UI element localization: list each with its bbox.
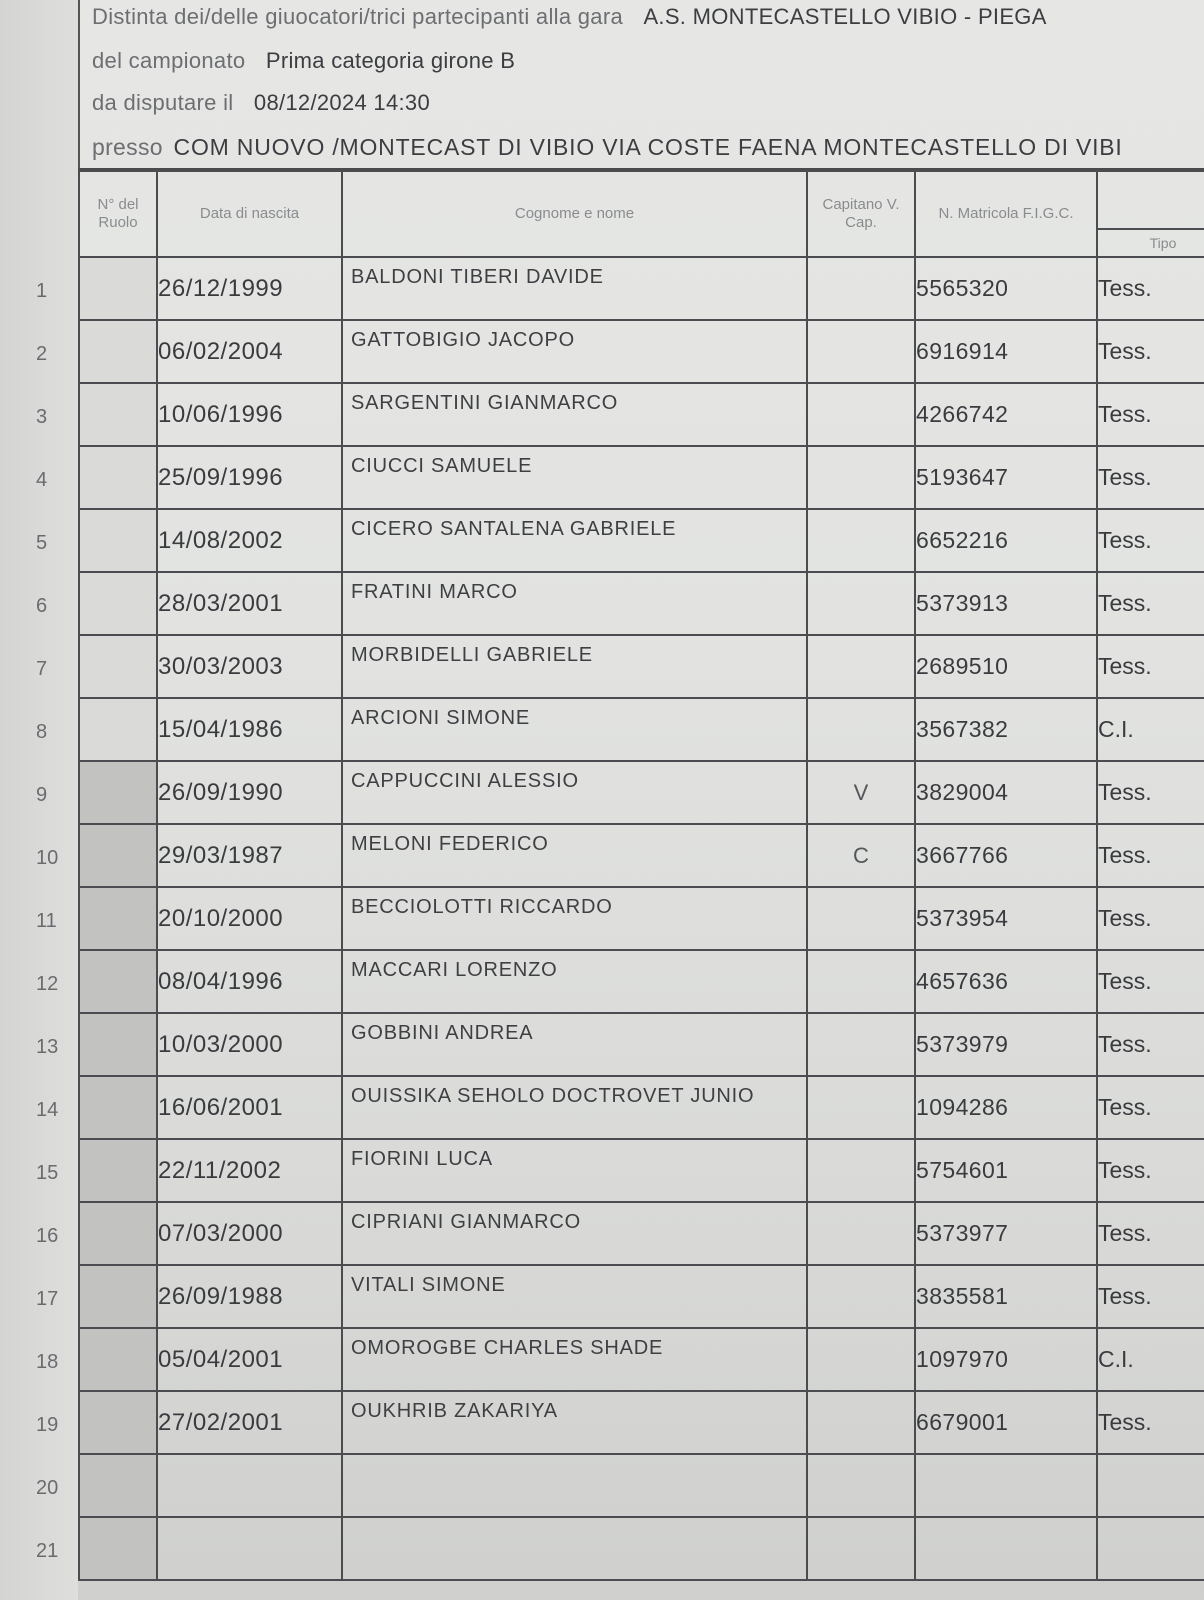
col-tipo-label: Tipo (1098, 228, 1204, 256)
matricola-cell: 3667766 (915, 824, 1097, 887)
captain-cell: C (807, 824, 915, 887)
ruolo-cell (79, 1517, 157, 1580)
table-header-row (79, 171, 1204, 257)
matricola-cell: 6652216 (915, 509, 1097, 572)
tipo-cell: Tess. (1097, 824, 1204, 887)
ruolo-cell (79, 446, 157, 509)
birthdate-cell (157, 1517, 342, 1580)
player-name: FIORINI LUCA (351, 1148, 493, 1170)
captain-cell (807, 383, 915, 446)
table-row (79, 1076, 1204, 1139)
tipo-cell: Tess. (1097, 257, 1204, 320)
captain-cell (807, 1517, 915, 1580)
captain-cell (807, 1328, 915, 1391)
matricola-cell: 1094286 (915, 1076, 1097, 1139)
tipo-cell (1097, 1454, 1204, 1517)
captain-cell (807, 446, 915, 509)
player-name-cell (342, 1265, 807, 1328)
player-name-cell (342, 446, 807, 509)
birthdate-cell: 16/06/2001 (157, 1076, 342, 1139)
table-row (79, 1517, 1204, 1580)
player-name-cell (342, 1013, 807, 1076)
player-name: ARCIONI SIMONE (351, 707, 530, 729)
tipo-cell (1097, 1517, 1204, 1580)
matricola-cell: 5193647 (915, 446, 1097, 509)
player-name: MACCARI LORENZO (351, 959, 558, 981)
captain-cell (807, 1202, 915, 1265)
captain-cell (807, 1265, 915, 1328)
date-label: da disputare il (92, 90, 234, 115)
ruolo-cell (79, 509, 157, 572)
player-name-cell (342, 824, 807, 887)
birthdate-cell (157, 1454, 342, 1517)
table-row (79, 698, 1204, 761)
captain-cell (807, 950, 915, 1013)
birthdate-cell: 28/03/2001 (157, 572, 342, 635)
player-name: OMOROGBE CHARLES SHADE (351, 1337, 664, 1359)
venue-value: COM NUOVO /MONTECAST DI VIBIO VIA COSTE FAENA MONTECASTELLO DI VIBI (173, 134, 1123, 160)
captain-cell (807, 509, 915, 572)
ruolo-cell (79, 1265, 157, 1328)
row-number: 10 (36, 847, 59, 869)
row-number: 4 (36, 469, 48, 491)
tipo-cell: Tess. (1097, 446, 1204, 509)
player-name: OUISSIKA SEHOLO DOCTROVET JUNIO (351, 1085, 755, 1107)
player-name-cell (342, 1391, 807, 1454)
tipo-cell: Tess. (1097, 509, 1204, 572)
birthdate-cell: 05/04/2001 (157, 1328, 342, 1391)
matricola-cell: 4657636 (915, 950, 1097, 1013)
col-cap-header: Capitano V. Cap. (807, 171, 915, 257)
table-row (79, 887, 1204, 950)
captain-cell (807, 1391, 915, 1454)
ruolo-cell (79, 1391, 157, 1454)
birthdate-cell: 26/09/1990 (157, 761, 342, 824)
player-name: MELONI FEDERICO (351, 833, 549, 855)
matricola-cell (915, 1517, 1097, 1580)
player-name-cell (342, 1202, 807, 1265)
ruolo-cell (79, 950, 157, 1013)
player-name: SARGENTINI GIANMARCO (351, 392, 619, 414)
col-date-header: Data di nascita (157, 171, 342, 257)
birthdate-cell: 10/03/2000 (157, 1013, 342, 1076)
table-row (79, 1013, 1204, 1076)
ruolo-cell (79, 824, 157, 887)
row-number: 2 (36, 343, 48, 365)
matricola-cell: 6679001 (915, 1391, 1097, 1454)
matricola-cell: 5373913 (915, 572, 1097, 635)
captain-cell (807, 1013, 915, 1076)
tipo-cell: Tess. (1097, 572, 1204, 635)
row-number: 13 (36, 1036, 59, 1058)
birthdate-cell: 08/04/1996 (157, 950, 342, 1013)
player-name: CIPRIANI GIANMARCO (351, 1211, 581, 1233)
player-name-cell (342, 1517, 807, 1580)
table-row (79, 635, 1204, 698)
table-row (79, 1454, 1204, 1517)
table-row (79, 383, 1204, 446)
player-name: VITALI SIMONE (351, 1274, 506, 1296)
player-name-cell (342, 509, 807, 572)
row-number: 11 (36, 910, 57, 932)
matricola-cell: 5373979 (915, 1013, 1097, 1076)
ruolo-cell (79, 320, 157, 383)
col-ruolo-header: N° del Ruolo (79, 171, 157, 257)
row-number: 15 (36, 1162, 59, 1184)
player-name-cell (342, 950, 807, 1013)
player-name: CICERO SANTALENA GABRIELE (351, 518, 677, 540)
captain-cell (807, 698, 915, 761)
captain-cell (807, 1454, 915, 1517)
table-row (79, 824, 1204, 887)
tipo-cell: Tess. (1097, 1265, 1204, 1328)
player-name: MORBIDELLI GABRIELE (351, 644, 593, 666)
row-number: 21 (36, 1540, 59, 1562)
tipo-cell: Tess. (1097, 1013, 1204, 1076)
captain-cell (807, 1076, 915, 1139)
table-row (79, 320, 1204, 383)
ruolo-cell (79, 572, 157, 635)
championship-line (92, 48, 515, 74)
table-row (79, 761, 1204, 824)
table-row (79, 1139, 1204, 1202)
birthdate-cell: 07/03/2000 (157, 1202, 342, 1265)
player-name-cell (342, 1454, 807, 1517)
captain-cell (807, 1139, 915, 1202)
row-number: 16 (36, 1225, 59, 1247)
tipo-cell: Tess. (1097, 950, 1204, 1013)
table-row (79, 572, 1204, 635)
matricola-cell: 5565320 (915, 257, 1097, 320)
player-name-cell (342, 257, 807, 320)
captain-cell: V (807, 761, 915, 824)
players-table (78, 170, 1204, 1581)
captain-cell (807, 320, 915, 383)
row-number: 17 (36, 1288, 59, 1310)
tipo-cell: Tess. (1097, 761, 1204, 824)
date-line (92, 90, 430, 116)
row-number: 8 (36, 721, 48, 743)
championship-value: Prima categoria girone B (265, 48, 516, 73)
matricola-cell: 1097970 (915, 1328, 1097, 1391)
row-number: 19 (36, 1414, 59, 1436)
ruolo-cell (79, 1076, 157, 1139)
ruolo-cell (79, 887, 157, 950)
row-number: 18 (36, 1351, 59, 1373)
birthdate-cell: 22/11/2002 (157, 1139, 342, 1202)
tipo-cell: Tess. (1097, 635, 1204, 698)
captain-cell (807, 635, 915, 698)
matricola-cell: 4266742 (915, 383, 1097, 446)
table-row (79, 257, 1204, 320)
matricola-cell: 3567382 (915, 698, 1097, 761)
venue-label: presso (92, 134, 163, 160)
row-number: 5 (36, 532, 48, 554)
player-name: BALDONI TIBERI DAVIDE (351, 266, 604, 288)
player-name-cell (342, 887, 807, 950)
player-name: CIUCCI SAMUELE (351, 455, 533, 477)
player-name: OUKHRIB ZAKARIYA (351, 1400, 558, 1422)
matricola-cell (915, 1454, 1097, 1517)
match-label: Distinta dei/delle giuocatori/trici partecipanti alla gara (92, 4, 624, 29)
player-name: CAPPUCCINI ALESSIO (351, 770, 579, 792)
birthdate-cell: 29/03/1987 (157, 824, 342, 887)
player-name-cell (342, 383, 807, 446)
table-row (79, 446, 1204, 509)
player-name-cell (342, 1328, 807, 1391)
captain-cell (807, 257, 915, 320)
matricola-cell: 5373954 (915, 887, 1097, 950)
player-name-cell (342, 1076, 807, 1139)
table-row (79, 950, 1204, 1013)
tipo-cell: Tess. (1097, 383, 1204, 446)
player-name-cell (342, 761, 807, 824)
birthdate-cell: 15/04/1986 (157, 698, 342, 761)
matricola-cell: 5373977 (915, 1202, 1097, 1265)
player-name-cell (342, 320, 807, 383)
player-name: BECCIOLOTTI RICCARDO (351, 896, 613, 918)
ruolo-cell (79, 257, 157, 320)
col-tipo-header (1097, 171, 1204, 257)
ruolo-cell (79, 1202, 157, 1265)
birthdate-cell: 26/12/1999 (157, 257, 342, 320)
ruolo-cell (79, 1139, 157, 1202)
tipo-cell: Tess. (1097, 1139, 1204, 1202)
match-value: A.S. MONTECASTELLO VIBIO - PIEGA (643, 4, 1047, 29)
player-name-cell (342, 572, 807, 635)
player-name-cell (342, 698, 807, 761)
tipo-cell: Tess. (1097, 320, 1204, 383)
birthdate-cell: 10/06/1996 (157, 383, 342, 446)
table-row (79, 1265, 1204, 1328)
captain-cell (807, 572, 915, 635)
matricola-cell: 3835581 (915, 1265, 1097, 1328)
tipo-cell: C.I. (1097, 698, 1204, 761)
row-number: 7 (36, 658, 48, 680)
matricola-cell: 3829004 (915, 761, 1097, 824)
birthdate-cell: 25/09/1996 (157, 446, 342, 509)
row-number: 14 (36, 1099, 59, 1121)
row-number: 3 (36, 406, 48, 428)
table-row (79, 1391, 1204, 1454)
birthdate-cell: 14/08/2002 (157, 509, 342, 572)
birthdate-cell: 06/02/2004 (157, 320, 342, 383)
table-row (79, 1328, 1204, 1391)
birthdate-cell: 30/03/2003 (157, 635, 342, 698)
championship-label: del campionato (92, 48, 246, 73)
birthdate-cell: 26/09/1988 (157, 1265, 342, 1328)
player-name: GOBBINI ANDREA (351, 1022, 534, 1044)
tipo-cell: Tess. (1097, 1391, 1204, 1454)
player-name: FRATINI MARCO (351, 581, 518, 603)
row-number: 12 (36, 973, 59, 995)
ruolo-cell (79, 635, 157, 698)
row-number: 1 (36, 280, 48, 302)
player-name-cell (342, 1139, 807, 1202)
matricola-cell: 5754601 (915, 1139, 1097, 1202)
captain-cell (807, 887, 915, 950)
ruolo-cell (79, 698, 157, 761)
matricola-cell: 2689510 (915, 635, 1097, 698)
ruolo-cell (79, 1454, 157, 1517)
tipo-cell: Tess. (1097, 887, 1204, 950)
row-number: 20 (36, 1477, 59, 1499)
tipo-cell: Tess. (1097, 1076, 1204, 1139)
table-row (79, 509, 1204, 572)
player-name-cell (342, 635, 807, 698)
tipo-cell: C.I. (1097, 1328, 1204, 1391)
tipo-cell: Tess. (1097, 1202, 1204, 1265)
match-line (92, 4, 1047, 30)
ruolo-cell (79, 383, 157, 446)
col-name-header: Cognome e nome (342, 171, 807, 257)
player-name: GATTOBIGIO JACOPO (351, 329, 576, 351)
ruolo-cell (79, 1328, 157, 1391)
col-mat-header: N. Matricola F.I.G.C. (915, 171, 1097, 257)
row-number: 9 (36, 784, 48, 806)
birthdate-cell: 20/10/2000 (157, 887, 342, 950)
ruolo-cell (79, 761, 157, 824)
matricola-cell: 6916914 (915, 320, 1097, 383)
table-row (79, 1202, 1204, 1265)
date-value: 08/12/2024 14:30 (253, 90, 430, 115)
ruolo-cell (79, 1013, 157, 1076)
frame-line (78, 0, 80, 170)
row-number: 6 (36, 595, 48, 617)
venue-line (92, 134, 1123, 161)
birthdate-cell: 27/02/2001 (157, 1391, 342, 1454)
